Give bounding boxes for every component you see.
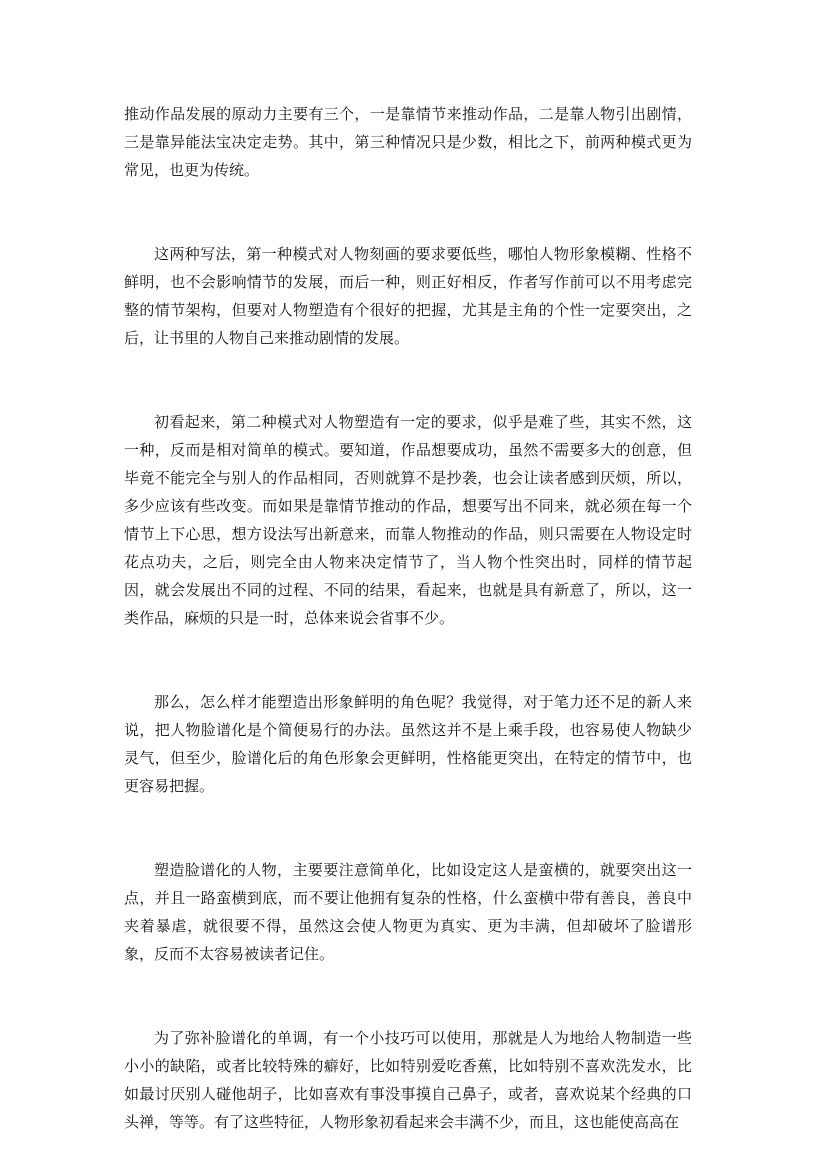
paragraph-1: 推动作品发展的原动力主要有三个，一是靠情节来推动作品，二是靠人物引出剧情，三是靠异能法宝决定走势。其中，第三种情况只是少数，相比之下，前两种模式更为常见，也更为传统。 <box>124 105 692 179</box>
paragraph-5: 塑造脸谱化的人物，主要要注意简单化，比如设定这人是蛮横的，就要突出这一点，并且一路蛮横到底，而不要让他拥有复杂的性格，什么蛮横中带有善良，善良中夹着暴虐，就很要不得，虽然这会使人物更为真实、更为丰满，但却破坏了脸谱形象，反而不太容易被读者记住。 <box>124 861 692 963</box>
paragraph-4: 那么，怎么样才能塑造出形象鲜明的角色呢？我觉得，对于笔力还不足的新人来说，把人物脸谱化是个简便易行的办法。虽然这并不是上乘手段，也容易使人物缺少灵气，但至少，脸谱化后的角色形象会更鲜明，性格能更突出，在特定的情节中，也更容易把握。 <box>124 693 692 795</box>
paragraph-2: 这两种写法，第一种模式对人物刻画的要求要低些，哪怕人物形象模糊、性格不鲜明，也不会影响情节的发展，而后一种，则正好相反，作者写作前可以不用考虑完整的情节架构，但要对人物塑造有个很好的把握，尤其是主角的个性一定要突出，之后，让书里的人物自己来推动剧情的发展。 <box>124 245 692 347</box>
document-page <box>124 100 692 1136</box>
paragraph-3: 初看起来，第二种模式对人物塑造有一定的要求，似乎是难了些，其实不然，这一种，反而是相对简单的模式。要知道，作品想要成功，虽然不需要多大的创意，但毕竟不能完全与别人的作品相同，否则就算不是抄袭，也会让读者感到厌烦，所以，多少应该有些改变。而如果是靠情节推动的作品，想要写出不同来，就必须在每一个情节上下心思，想方设法写出新意来，而靠人物推动的作品，则只需要在人物设定时花点功夫，之后，则完全由人物来决定情节了，当人物个性突出时，同样的情节起因，就会发展出不同的过程、不同的结果，看起来，也就是具有新意了，所以，这一类作品，麻烦的只是一时，总体来说会省事不少。 <box>124 413 692 627</box>
paragraph-6: 为了弥补脸谱化的单调，有一个小技巧可以使用，那就是人为地给人物制造一些小小的缺陷，或者比较特殊的癖好，比如特别爱吃香蕉，比如特别不喜欢洗发水，比如最讨厌别人碰他胡子，比如喜欢有事没事摸自己鼻子，或者，喜欢说某个经典的口头禅，等等。有了这些特征，人物形象初看起来会丰满不少，而且，这也能使高高在 <box>124 1029 692 1131</box>
